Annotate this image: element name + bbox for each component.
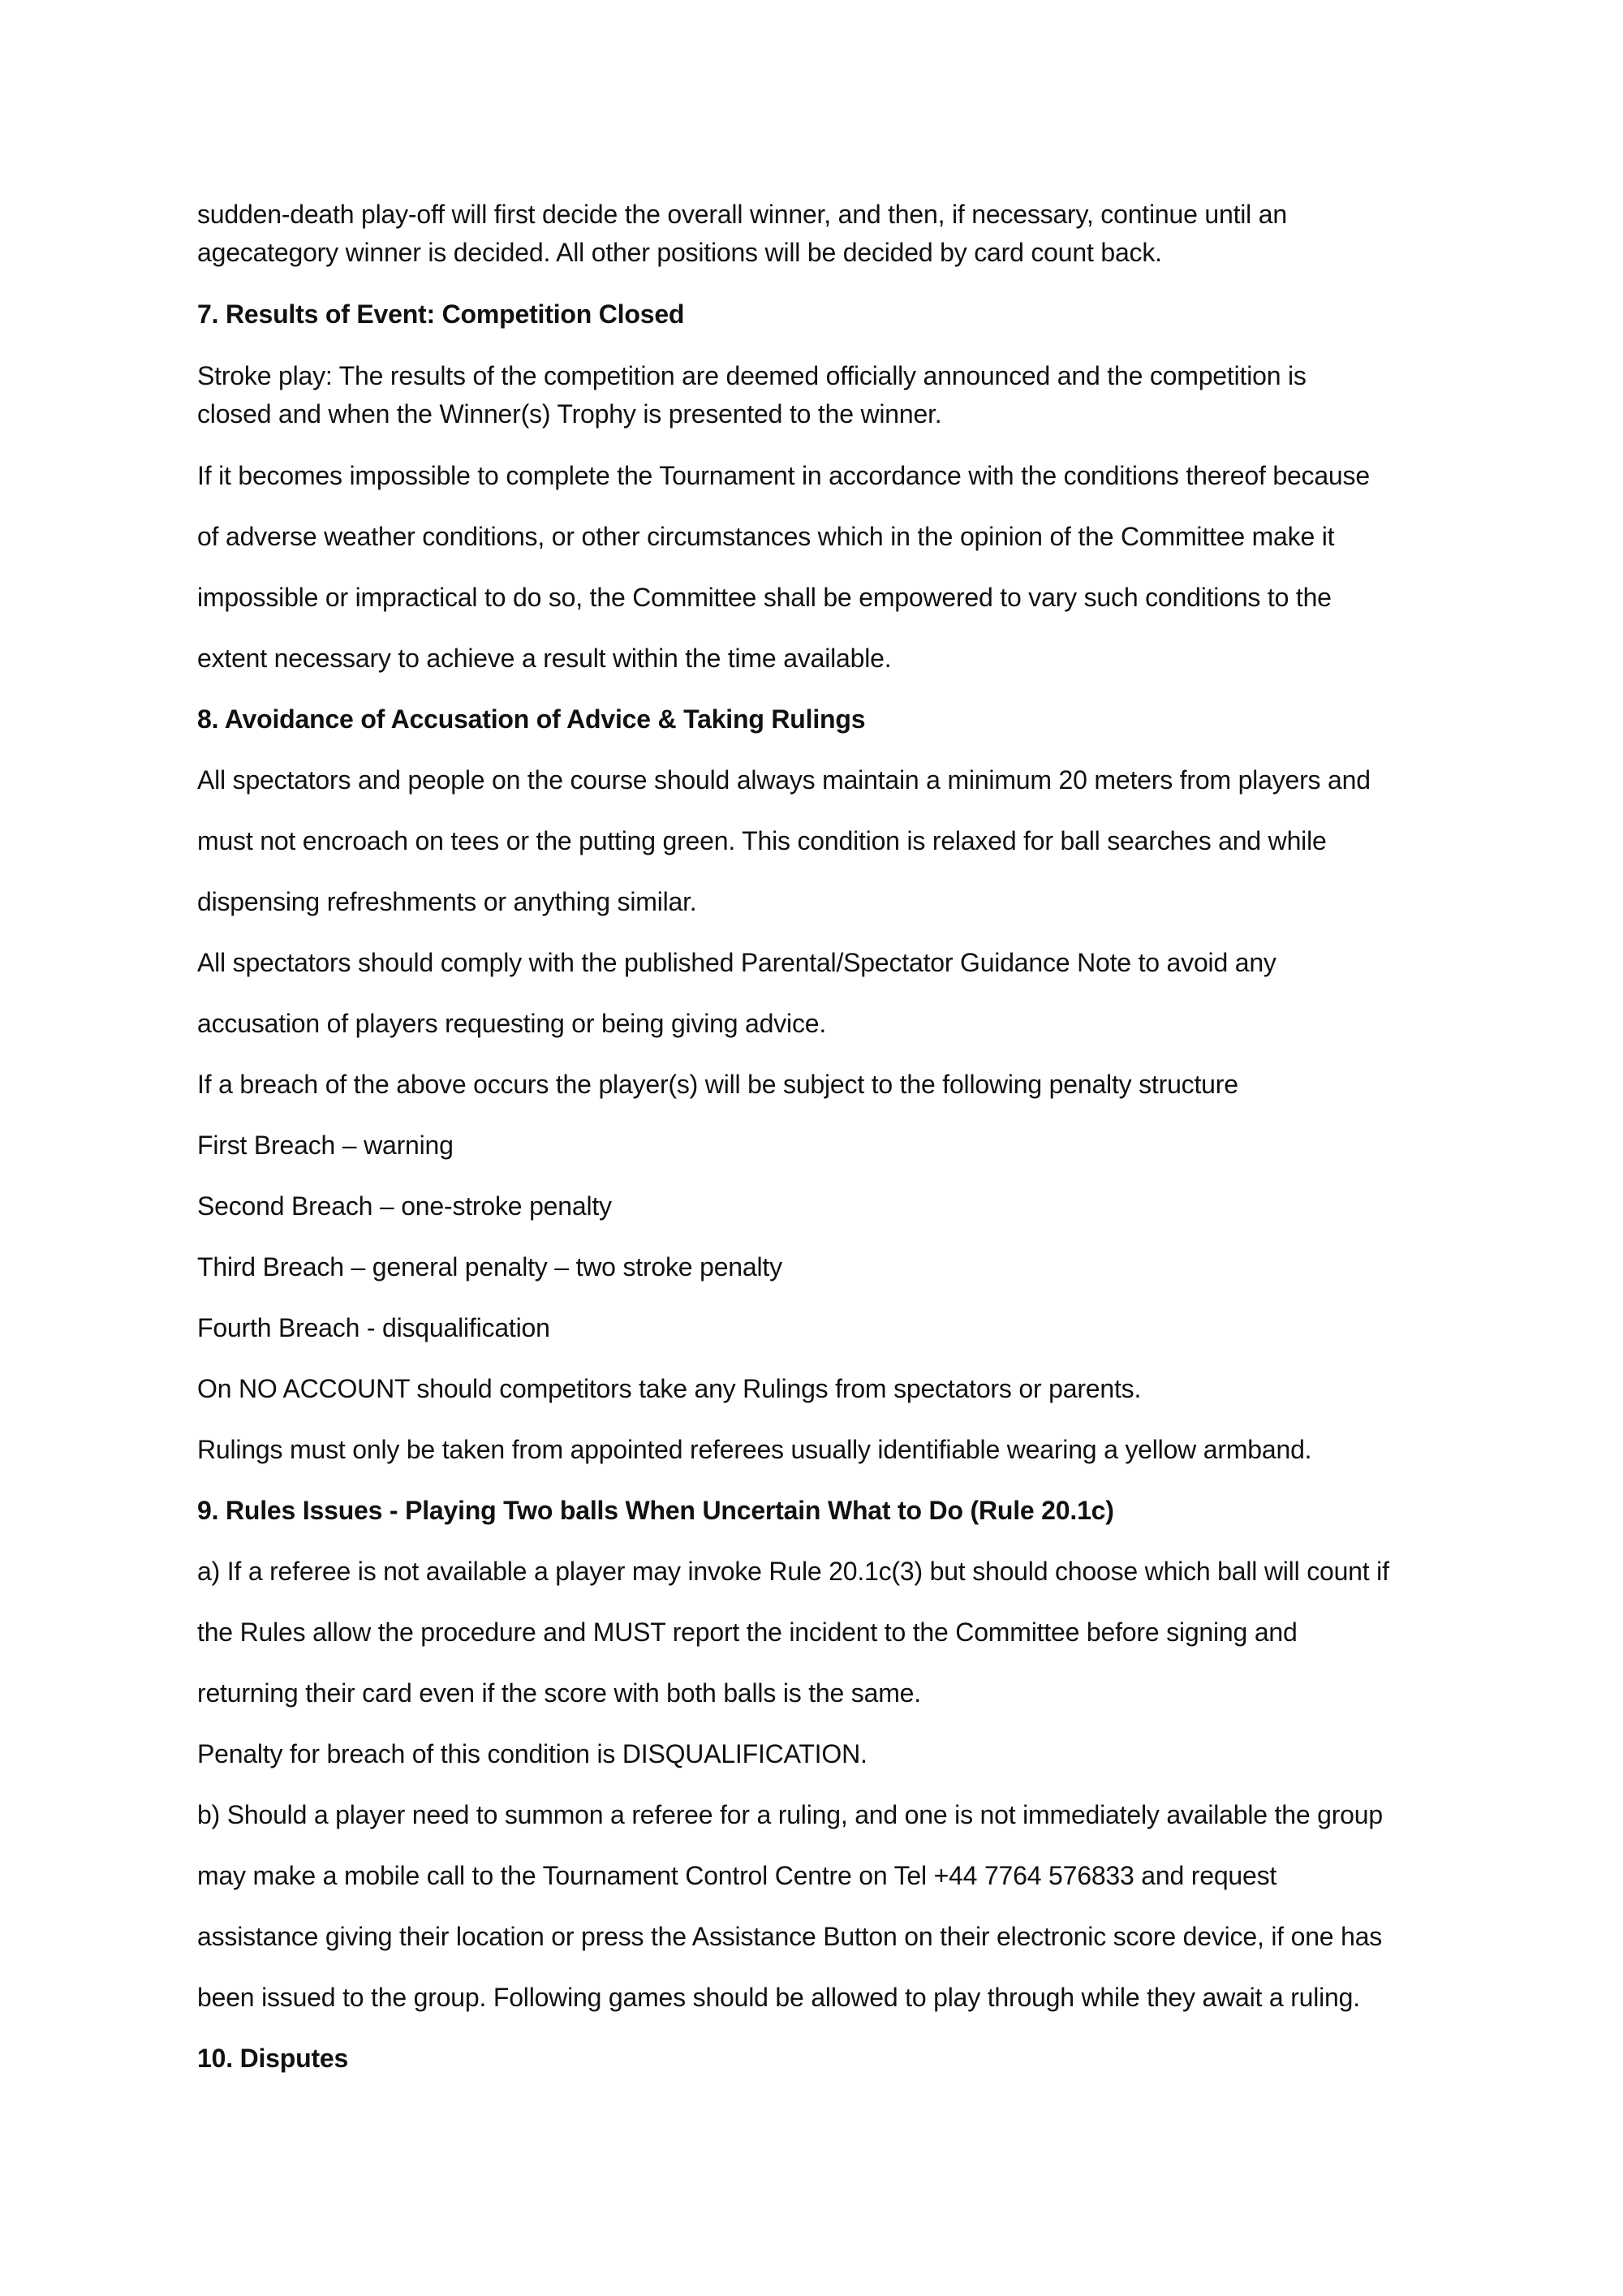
section-8-paragraph-line: If a breach of the above occurs the player(s) will be subject to the following penalty structure [197, 1070, 1238, 1099]
section-8-paragraph-line: All spectators and people on the course should always maintain a minimum 20 meters from players and [197, 765, 1371, 795]
section-8-paragraph-line: must not encroach on tees or the putting green. This condition is relaxed for ball searches and while [197, 826, 1327, 855]
section-7-paragraph-line: extent necessary to achieve a result within the time available. [197, 644, 892, 673]
section-9-paragraph-line: assistance giving their location or press the Assistance Button on their electronic score device, if one has [197, 1922, 1383, 1951]
section-7-paragraph-line: impossible or impractical to do so, the Committee shall be empowered to vary such conditions to the [197, 583, 1332, 612]
section-8-paragraph-line: On NO ACCOUNT should competitors take any Rulings from spectators or parents. [197, 1374, 1142, 1403]
section-9-paragraph-line: may make a mobile call to the Tournament Control Centre on Tel +44 7764 576833 and request [197, 1861, 1277, 1890]
penalty-list-item: Third Breach – general penalty – two stroke penalty [197, 1252, 782, 1282]
section-9-paragraph-line: Penalty for breach of this condition is DISQUALIFICATION. [197, 1739, 867, 1768]
section-8-paragraph-line: Rulings must only be taken from appointed referees usually identifiable wearing a yellow armband. [197, 1435, 1312, 1464]
section-8-paragraph-line: accusation of players requesting or being giving advice. [197, 1009, 827, 1038]
section-7-paragraph-line: If it becomes impossible to complete the Tournament in accordance with the conditions thereof because [197, 461, 1370, 490]
section-9-paragraph-line: been issued to the group. Following games should be allowed to play through while they await a ruling. [197, 1983, 1360, 2012]
section-9-paragraph-line: returning their card even if the score with both balls is the same. [197, 1678, 921, 1708]
penalty-list-item: Second Breach – one-stroke penalty [197, 1191, 612, 1221]
section-8-paragraph-line: All spectators should comply with the published Parental/Spectator Guidance Note to avoid any [197, 948, 1276, 977]
section-9-paragraph-line: b) Should a player need to summon a referee for a ruling, and one is not immediately available the group [197, 1800, 1383, 1829]
section-9-paragraph-line: the Rules allow the procedure and MUST report the incident to the Committee before signing and [197, 1618, 1298, 1647]
section-7-paragraph-line: closed and when the Winner(s) Trophy is presented to the winner. [197, 399, 942, 429]
penalty-list-item: Fourth Breach - disqualification [197, 1313, 550, 1342]
intro-text-line: sudden-death play-off will first decide the overall winner, and then, if necessary, continue until an [197, 200, 1287, 229]
section-7-heading: 7. Results of Event: Competition Closed [197, 299, 685, 329]
section-7-paragraph-line: of adverse weather conditions, or other circumstances which in the opinion of the Committee make it [197, 522, 1335, 551]
penalty-list-item: First Breach – warning [197, 1131, 454, 1160]
section-7-paragraph-line: Stroke play: The results of the competition are deemed officially announced and the competition is [197, 361, 1307, 390]
section-8-paragraph-line: dispensing refreshments or anything similar. [197, 887, 697, 916]
section-8-heading: 8. Avoidance of Accusation of Advice & Taking Rulings [197, 704, 866, 734]
section-9-heading: 9. Rules Issues - Playing Two balls When Uncertain What to Do (Rule 20.1c) [197, 1496, 1114, 1525]
intro-text-line: agecategory winner is decided. All other positions will be decided by card count back. [197, 238, 1162, 267]
section-9-paragraph-line: a) If a referee is not available a player may invoke Rule 20.1c(3) but should choose which ball will count if [197, 1557, 1389, 1586]
section-10-heading: 10. Disputes [197, 2044, 349, 2073]
